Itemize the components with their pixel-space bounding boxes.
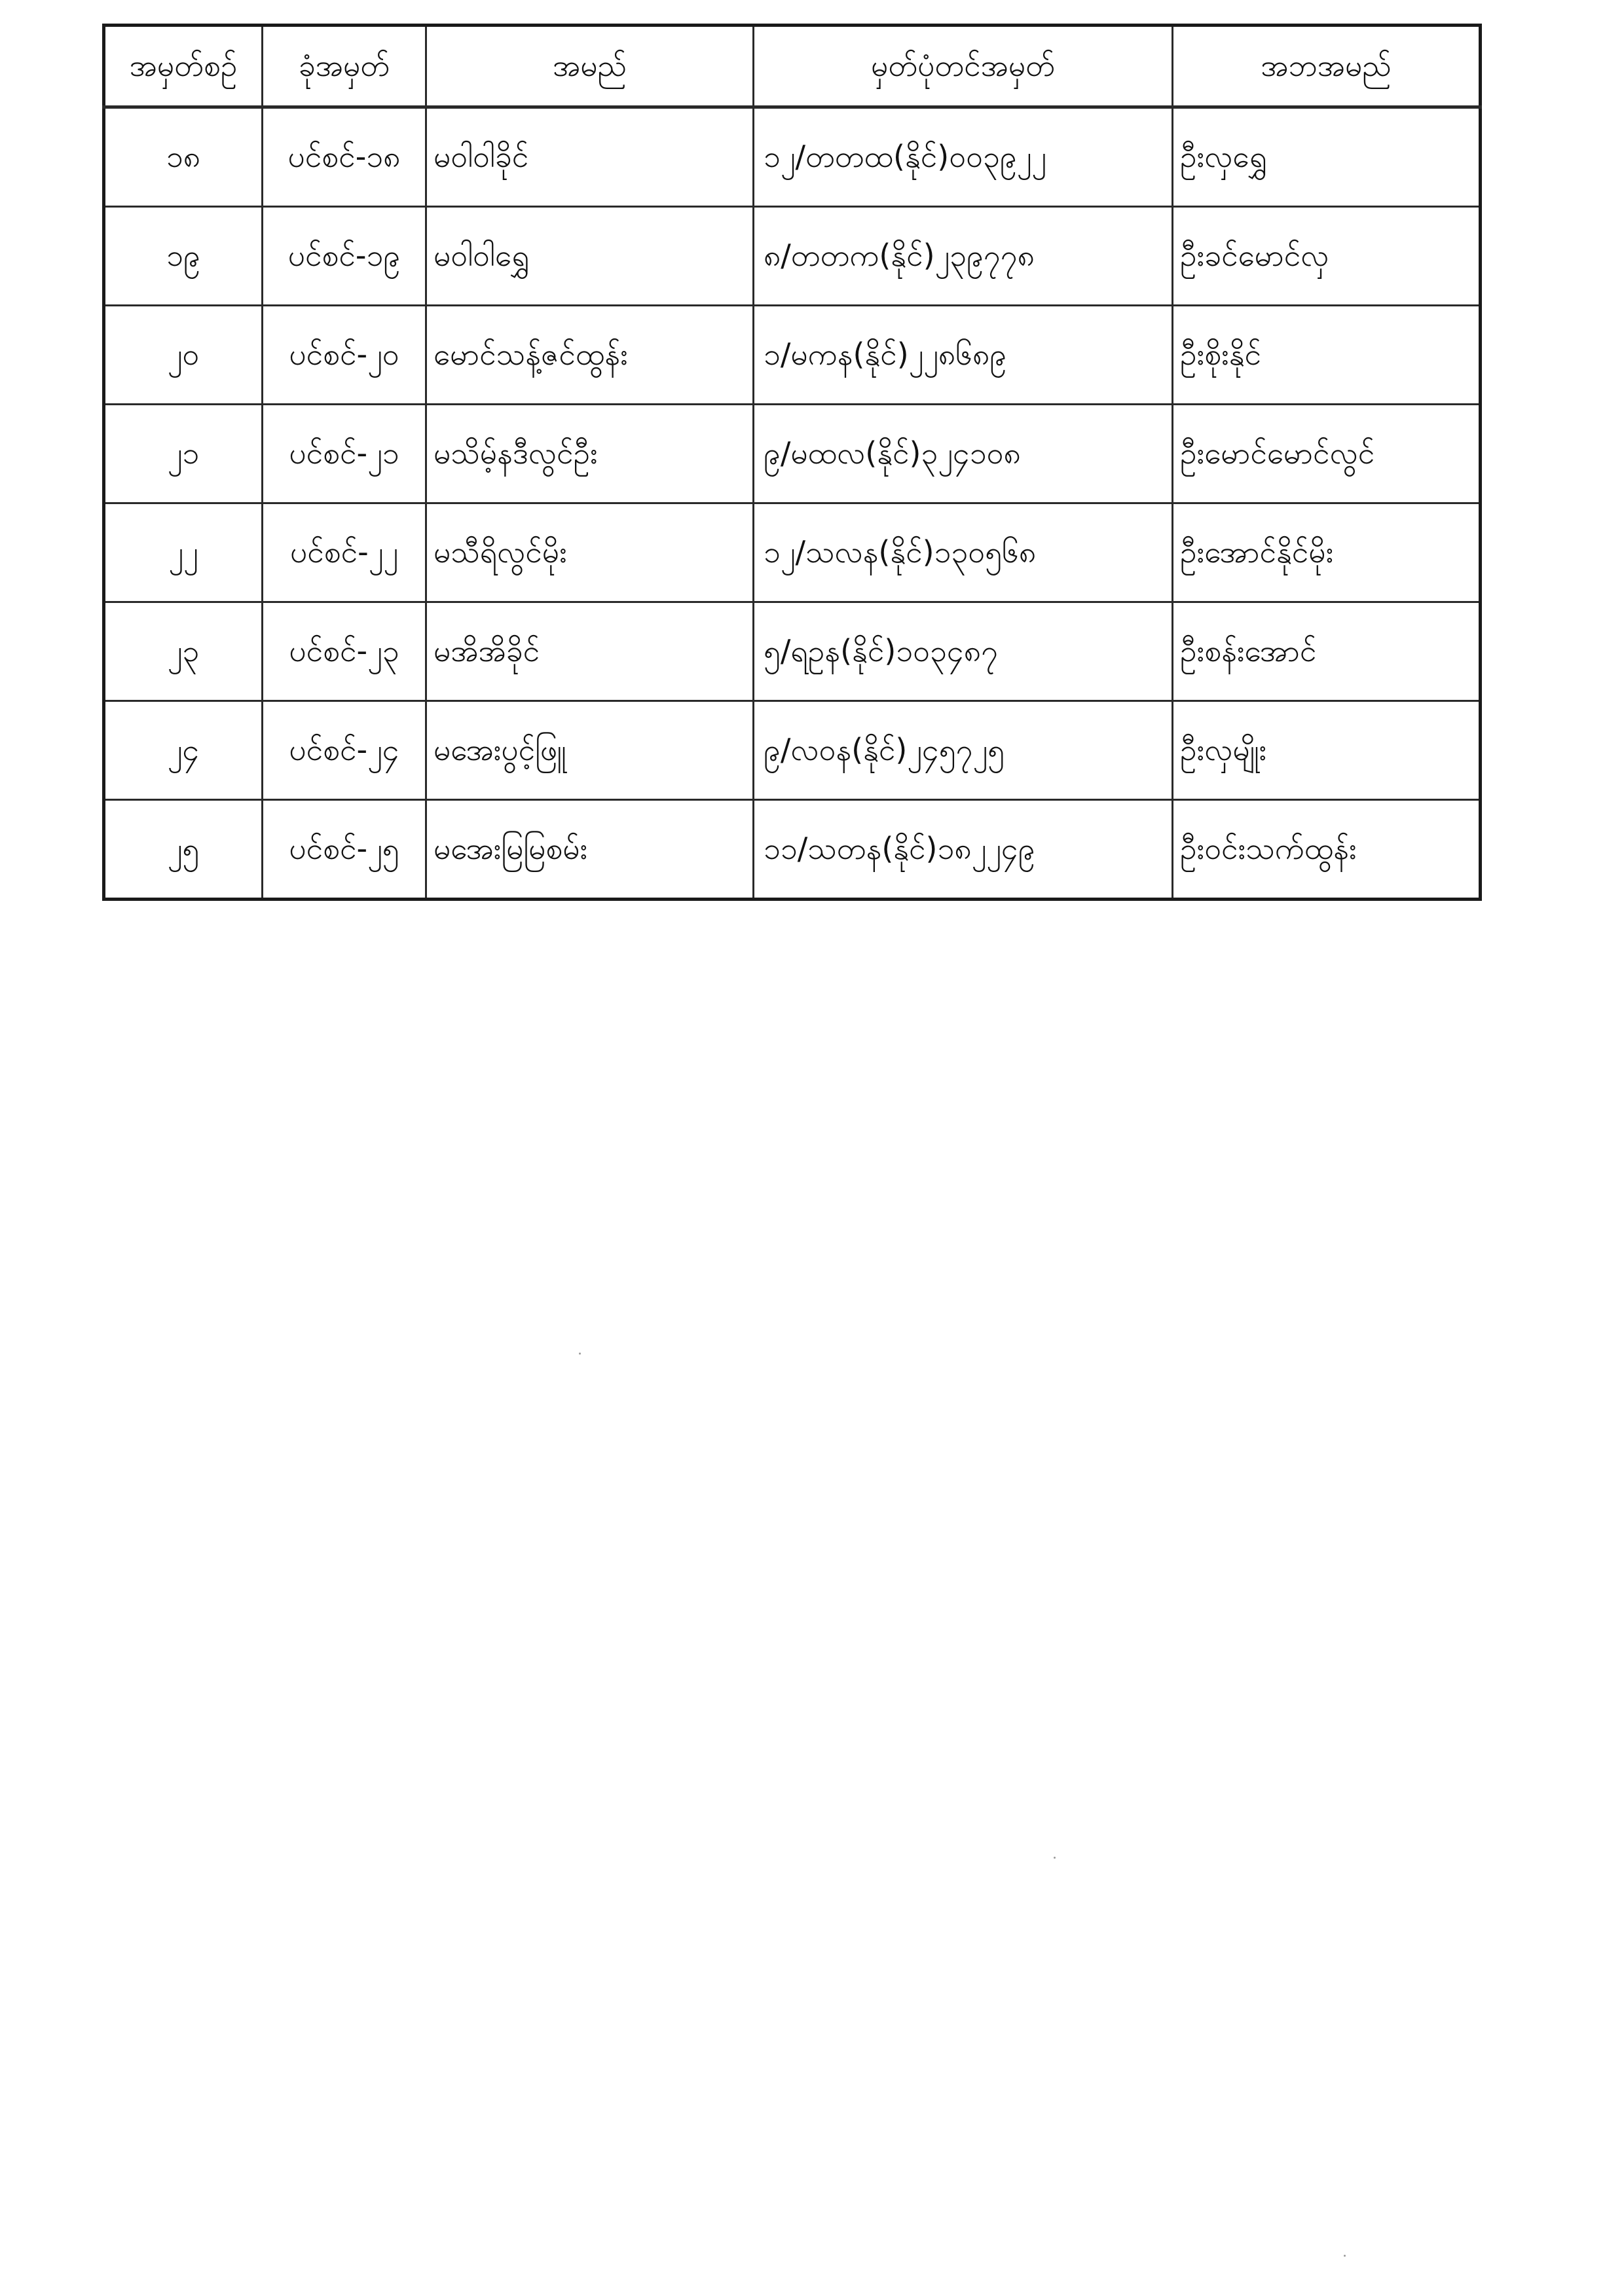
cell-father-name: ဦးဝင်းသက်ထွန်း xyxy=(1173,800,1481,900)
table-row xyxy=(104,306,1481,405)
cell-roll-number: ပင်စင်-၂၂ xyxy=(263,503,426,602)
table-row xyxy=(104,503,1481,602)
cell-nrc-number: ၁၂/တတထ(နိုင်)၀၀၃၉၂၂ xyxy=(754,107,1173,207)
header-nrc-number: မှတ်ပုံတင်အမှတ် xyxy=(754,26,1173,107)
cell-name: မောင်သန့်ဇင်ထွန်း xyxy=(426,306,754,405)
records-table xyxy=(102,24,1482,901)
cell-name: မသီရိလွင်မိုး xyxy=(426,503,754,602)
table-row xyxy=(104,701,1481,800)
cell-nrc-number: ၁၁/သတန(နိုင်)၁၈၂၂၄၉ xyxy=(754,800,1173,900)
cell-nrc-number: ၈/တတက(နိုင်)၂၃၉၇၇၈ xyxy=(754,207,1173,306)
cell-nrc-number: ၁၂/သလန(နိုင်)၁၃၀၅၆၈ xyxy=(754,503,1173,602)
scan-speck xyxy=(579,1353,581,1355)
scan-speck xyxy=(1054,1857,1056,1859)
cell-serial-number: ၂၀ xyxy=(104,306,263,405)
cell-name: မအေးမြမြစမ်း xyxy=(426,800,754,900)
cell-roll-number: ပင်စင်-၂၃ xyxy=(263,602,426,701)
cell-roll-number: ပင်စင်-၂၅ xyxy=(263,800,426,900)
cell-roll-number: ပင်စင်-၂၁ xyxy=(263,405,426,503)
header-row xyxy=(104,26,1481,107)
cell-father-name: ဦးလှရွှေ xyxy=(1173,107,1481,207)
cell-serial-number: ၂၂ xyxy=(104,503,263,602)
cell-father-name: ဦးလှမျိုး xyxy=(1173,701,1481,800)
cell-roll-number: ပင်စင်-၁၈ xyxy=(263,107,426,207)
header-serial-number: အမှတ်စဉ် xyxy=(104,26,263,107)
cell-nrc-number: ၉/မထလ(နိုင်)၃၂၄၁၀၈ xyxy=(754,405,1173,503)
cell-nrc-number: ၉/လဝန(နိုင်)၂၄၅၇၂၅ xyxy=(754,701,1173,800)
table-row xyxy=(104,800,1481,900)
table-row xyxy=(104,107,1481,207)
cell-name: မဝါဝါခိုင် xyxy=(426,107,754,207)
cell-serial-number: ၂၅ xyxy=(104,800,263,900)
cell-father-name: ဦးအောင်နိုင်မိုး xyxy=(1173,503,1481,602)
table-row xyxy=(104,405,1481,503)
cell-roll-number: ပင်စင်-၂၀ xyxy=(263,306,426,405)
cell-name: မအေးပွင့်ဖြူ xyxy=(426,701,754,800)
cell-serial-number: ၂၁ xyxy=(104,405,263,503)
cell-nrc-number: ၅/ရဥန(နိုင်)၁၀၃၄၈၇ xyxy=(754,602,1173,701)
table-row xyxy=(104,207,1481,306)
cell-nrc-number: ၁/မကန(နိုင်)၂၂၈၆၈၉ xyxy=(754,306,1173,405)
cell-name: မဝါဝါရွှေ xyxy=(426,207,754,306)
header-father-name: အဘအမည် xyxy=(1173,26,1481,107)
cell-serial-number: ၂၃ xyxy=(104,602,263,701)
cell-name: မအိအိခိုင် xyxy=(426,602,754,701)
cell-roll-number: ပင်စင်-၂၄ xyxy=(263,701,426,800)
cell-serial-number: ၂၄ xyxy=(104,701,263,800)
header-name: အမည် xyxy=(426,26,754,107)
table-row xyxy=(104,602,1481,701)
cell-serial-number: ၁၉ xyxy=(104,207,263,306)
cell-father-name: ဦးစန်းအောင် xyxy=(1173,602,1481,701)
cell-serial-number: ၁၈ xyxy=(104,107,263,207)
cell-roll-number: ပင်စင်-၁၉ xyxy=(263,207,426,306)
cell-name: မသိမ့်နဒီလွင်ဦး xyxy=(426,405,754,503)
header-roll-number: ခုံအမှတ် xyxy=(263,26,426,107)
cell-father-name: ဦးစိုးနိုင် xyxy=(1173,306,1481,405)
cell-father-name: ဦးမောင်မောင်လွင် xyxy=(1173,405,1481,503)
scan-speck xyxy=(1344,2255,1346,2257)
cell-father-name: ဦးခင်မောင်လှ xyxy=(1173,207,1481,306)
